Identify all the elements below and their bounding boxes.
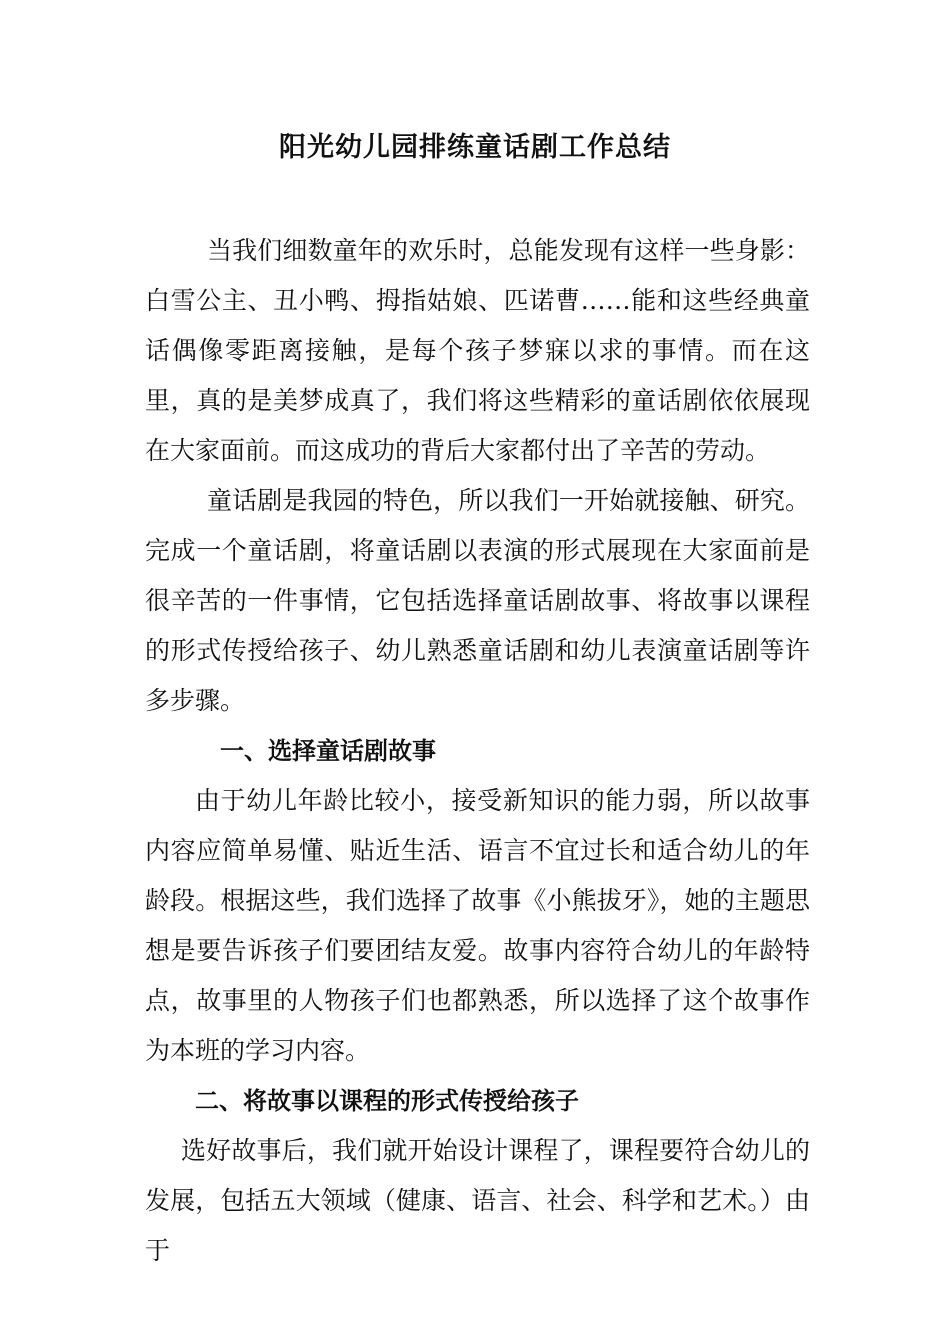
document-body [145,226,810,1276]
paragraph-teach-course: 选好故事后，我们就开始设计课程了，课程要符合幼儿的发展，包括五大领域（健康、语言、社会、科学和艺术。）由于 [145,1136,810,1265]
paragraph-fairy-tale-feature: 童话剧是我园的特色，所以我们一开始就接触、研究。完成一个童话剧，将童话剧以表演的形式展现在大家面前是很辛苦的一件事情，它包括选择童话剧故事、将故事以课程的形式传授给孩子、幼儿熟悉童话剧和幼儿表演童话剧等许多步骤。 [145,486,810,715]
paragraph-intro: 当我们细数童年的欢乐时，总能发现有这样一些身影：白雪公主、丑小鸭、拇指姑娘、匹诺曹……能和这些经典童话偶像零距离接触，是每个孩子梦寐以求的事情。而在这里，真的是美梦成真了，我们将这些精彩的童话剧依依展现在大家面前。而这成功的背后大家都付出了辛苦的劳动。 [145,236,810,465]
section-heading-choose-story: 一、选择童话剧故事 [220,736,436,765]
paragraph-choose-story: 由于幼儿年龄比较小，接受新知识的能力弱，所以故事内容应简单易懂、贴近生活、语言不宜过长和适合幼儿的年龄段。根据这些，我们选择了故事《小熊拔牙》，她的主题思想是要告诉孩子们要团结友爱。故事内容符合幼儿的年龄特点，故事里的人物孩子们也都熟悉，所以选择了这个故事作为本班的学习内容。 [145,786,810,1065]
section-heading-teach-course: 二、将故事以课程的形式传授给孩子 [195,1086,579,1115]
document-title: 阳光幼儿园排练童话剧工作总结 [279,132,671,163]
